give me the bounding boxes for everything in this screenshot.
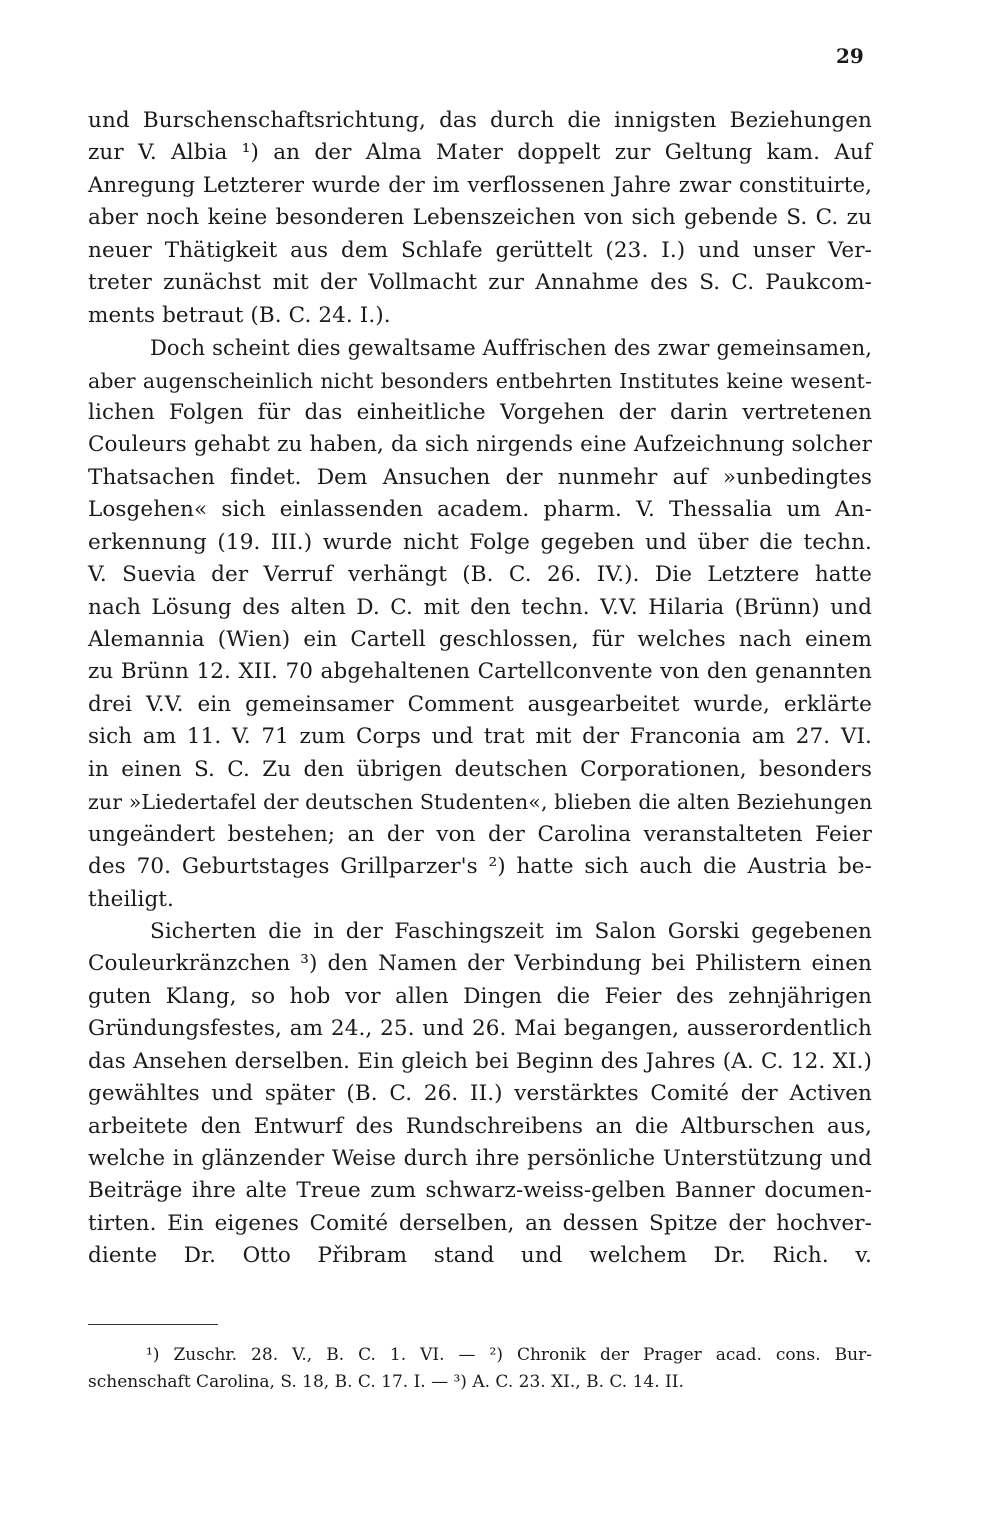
text-line: neuer Thätigkeit aus dem Schlafe gerüttelt (23. I.) und unser Ver- — [88, 237, 872, 263]
text-line: zur »Liedertafel der deutschen Studenten«, blieben die alten Beziehungen — [88, 790, 873, 815]
text-line: treter zunächst mit der Vollmacht zur Annahme des S. C. Paukcom- — [88, 270, 872, 296]
text-line: diente Dr. Otto Přibram stand und welchem Dr. Rich. v. — [88, 1243, 872, 1269]
text-line: aber augenscheinlich nicht besonders entbehrten Institutes keine wesent- — [88, 368, 872, 393]
footnote-line: schenschaft Carolina, S. 18, B. C. 17. I. — ³) A. C. 23. XI., B. C. 14. II. — [88, 1372, 684, 1392]
text-line: aber noch keine besonderen Lebenszeichen von sich gebende S. C. zu — [88, 205, 872, 231]
text-line: ments betraut (B. C. 24. I.). — [88, 302, 391, 328]
footnote-line: ¹) Zuschr. 28. V., B. C. 1. VI. — ²) Chronik der Prager acad. cons. Bur- — [146, 1345, 872, 1365]
text-line: und Burschenschaftsrichtung, das durch die innigsten Beziehungen — [88, 108, 872, 133]
text-line: arbeitete den Entwurf des Rundschreibens an die Altburschen aus, — [88, 1113, 872, 1139]
page-number: 29 — [836, 44, 864, 68]
text-line: des 70. Geburtstages Grillparzer's ²) hatte sich auch die Austria be- — [88, 854, 872, 880]
text-line: Anregung Letzterer wurde der im verflossenen Jahre zwar constituirte, — [88, 172, 872, 198]
text-line: V. Suevia der Verruf verhängt (B. C. 26. IV.). Die Letztere hatte — [88, 562, 872, 588]
text-line: erkennung (19. III.) wurde nicht Folge gegeben und über die techn. — [88, 529, 872, 555]
text-line: theiligt. — [88, 886, 174, 912]
text-line: sich am 11. V. 71 zum Corps und trat mit der Franconia am 27. VI. — [88, 724, 872, 750]
text-line: gewähltes und später (B. C. 26. II.) verstärktes Comité der Activen — [88, 1081, 872, 1107]
text-line: Doch scheint dies gewaltsame Auffrischen des zwar gemeinsamen, — [150, 336, 872, 361]
text-line: nach Lösung des alten D. C. mit den techn. V.V. Hilaria (Brünn) und — [88, 594, 872, 620]
text-line: Losgehen« sich einlassenden academ. pharm. V. Thessalia um An- — [88, 497, 872, 523]
text-line: in einen S. C. Zu den übrigen deutschen Corporationen, besonders — [88, 756, 872, 782]
text-line: welche in glänzender Weise durch ihre persönliche Unterstützung und — [88, 1146, 872, 1171]
text-line: Alemannia (Wien) ein Cartell geschlossen, für welches nach einem — [88, 627, 872, 652]
text-line: das Ansehen derselben. Ein gleich bei Beginn des Jahres (A. C. 12. XI.) — [88, 1048, 872, 1074]
text-line: Sicherten die in der Faschingszeit im Salon Gorski gegebenen — [150, 918, 872, 944]
body-text — [88, 105, 872, 1273]
text-line: Couleurs gehabt zu haben, da sich nirgends eine Aufzeichnung solcher — [88, 432, 872, 458]
footnote-divider — [88, 1324, 218, 1325]
text-line: Beiträge ihre alte Treue zum schwarz-weiss-gelben Banner documen- — [88, 1178, 872, 1204]
text-line: drei V.V. ein gemeinsamer Comment ausgearbeitet wurde, erklärte — [88, 691, 872, 717]
text-line: Couleurkränzchen ³) den Namen der Verbindung bei Philistern einen — [88, 951, 872, 977]
text-line: lichen Folgen für das einheitliche Vorgehen der darin vertretenen — [88, 399, 872, 425]
footnotes — [88, 1342, 872, 1396]
text-line: guten Klang, so hob vor allen Dingen die Feier des zehnjährigen — [88, 983, 872, 1009]
text-line: ungeändert bestehen; an der von der Carolina veranstalteten Feier — [88, 821, 872, 847]
text-line: Thatsachen findet. Dem Ansuchen der nunmehr auf »unbedingtes — [88, 464, 872, 490]
text-line: zu Brünn 12. XII. 70 abgehaltenen Cartellconvente von den genannten — [88, 659, 872, 685]
text-line: zur V. Albia ¹) an der Alma Mater doppelt zur Geltung kam. Auf — [88, 140, 872, 166]
text-line: Gründungsfestes, am 24., 25. und 26. Mai begangen, ausserordentlich — [88, 1016, 872, 1042]
text-line: tirten. Ein eigenes Comité derselben, an dessen Spitze der hochver- — [88, 1210, 872, 1236]
